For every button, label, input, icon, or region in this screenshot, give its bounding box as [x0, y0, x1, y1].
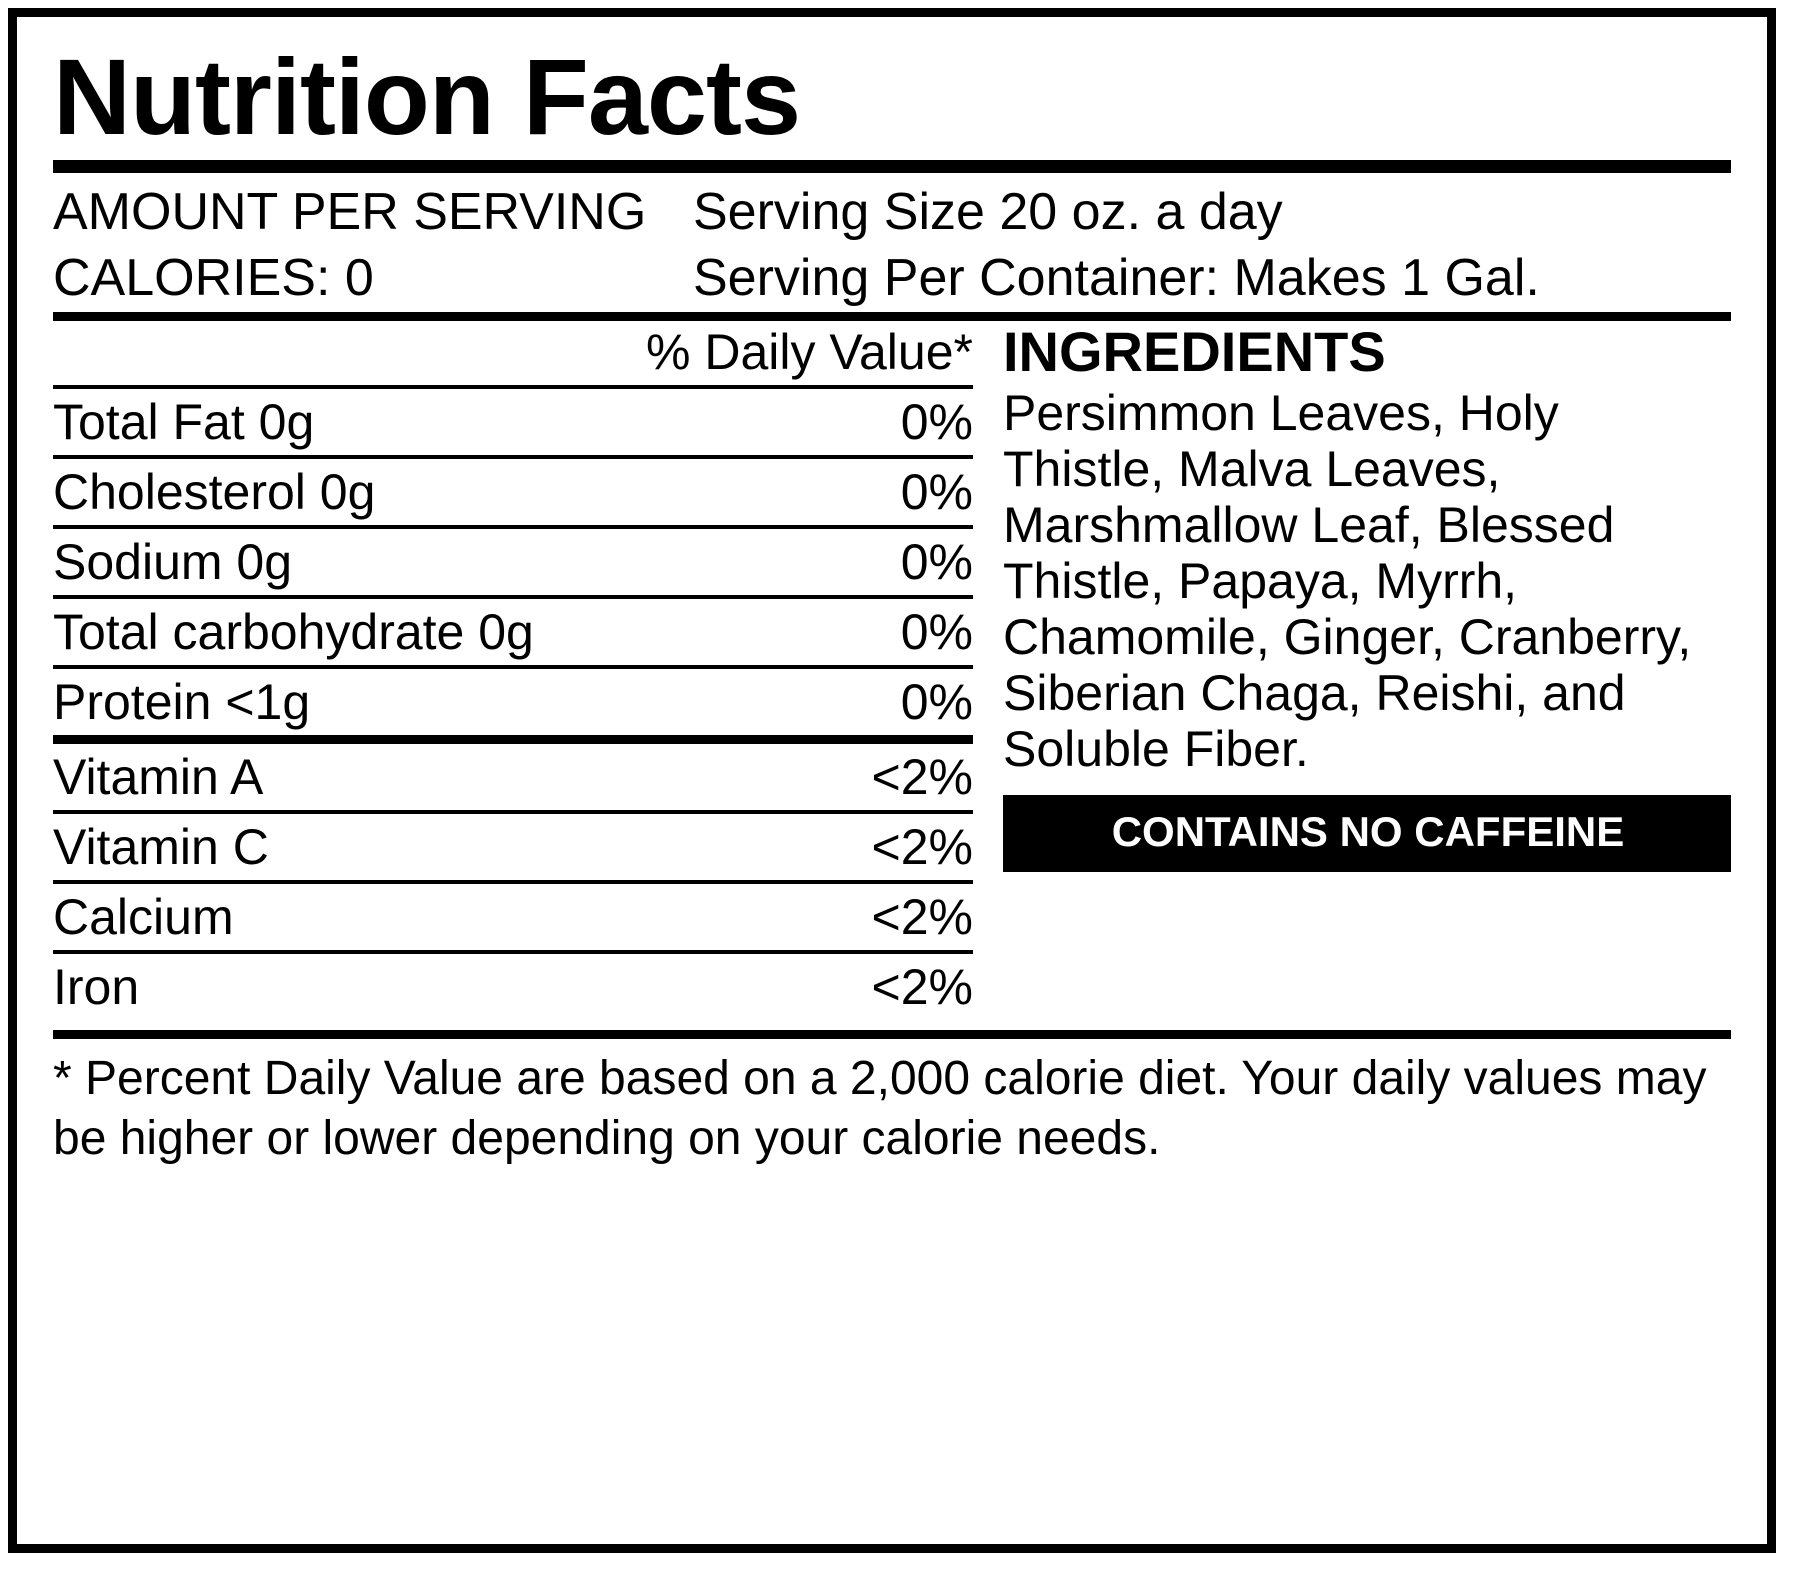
vitamin-name: Iron	[53, 959, 140, 1016]
vitamin-row	[53, 814, 973, 880]
page-title: Nutrition Facts	[53, 36, 801, 157]
main-columns	[53, 321, 1731, 1021]
nutrient-name: Cholesterol 0g	[53, 464, 376, 521]
vitamin-dv: <2%	[871, 889, 973, 946]
ingredients-heading: INGREDIENTS	[1003, 319, 1386, 383]
vitamin-dv: <2%	[871, 749, 973, 806]
nutrient-dv: 0%	[900, 464, 973, 521]
nutrients-column	[53, 321, 973, 1021]
vitamin-row	[53, 954, 973, 1020]
serving-info-block	[53, 173, 1731, 312]
nutrient-row	[53, 459, 973, 525]
nutrient-name: Sodium 0g	[53, 534, 293, 591]
nutrient-name: Total Fat 0g	[53, 394, 315, 451]
nutrient-dv: 0%	[900, 534, 973, 591]
nutrient-name: Total carbohydrate 0g	[53, 604, 534, 661]
vitamins-divider	[53, 735, 973, 744]
amount-per-serving-label: AMOUNT PER SERVING	[53, 182, 647, 241]
nutrient-name: Protein <1g	[53, 674, 311, 731]
nutrient-row	[53, 389, 973, 455]
vitamin-name: Calcium	[53, 889, 234, 946]
vitamin-row	[53, 884, 973, 950]
serving-row-amount	[53, 179, 1731, 246]
vitamin-row	[53, 744, 973, 810]
nutrient-dv: 0%	[900, 394, 973, 451]
ingredients-column	[973, 321, 1731, 872]
vitamin-dv: <2%	[871, 819, 973, 876]
serving-size-value: Serving Size 20 oz. a day	[693, 182, 1283, 241]
serving-row-calories	[53, 245, 1731, 312]
vitamin-dv: <2%	[871, 959, 973, 1016]
nutrient-dv: 0%	[900, 604, 973, 661]
ingredients-text: Persimmon Leaves, Holy Thistle, Malva Leaves, Marshmallow Leaf, Blessed Thistle, Papaya, Myrrh, Chamomile, Ginger, Cranberry, Siberian Chaga, Reishi, and Soluble Fiber.	[1003, 385, 1692, 778]
daily-value-header: % Daily Value*	[645, 323, 973, 380]
nutrient-row	[53, 599, 973, 665]
servings-per-container-value: Serving Per Container: Makes 1 Gal.	[693, 249, 1540, 308]
nutrient-row	[53, 669, 973, 735]
footnote-divider	[53, 1030, 1731, 1039]
serving-divider	[53, 312, 1731, 321]
footnote-text: * Percent Daily Value are based on a 2,000 calorie diet. Your daily values may be higher or lower depending on your calorie needs.	[53, 1052, 1707, 1166]
title-divider	[53, 160, 1731, 173]
caffeine-banner: CONTAINS NO CAFFEINE	[1003, 795, 1731, 871]
vitamin-name: Vitamin A	[53, 749, 264, 806]
nutrient-dv: 0%	[900, 674, 973, 731]
vitamin-name: Vitamin C	[53, 819, 269, 876]
calories-value: CALORIES: 0	[53, 249, 374, 308]
nutrient-row	[53, 529, 973, 595]
nutrition-facts-label	[8, 8, 1776, 1553]
